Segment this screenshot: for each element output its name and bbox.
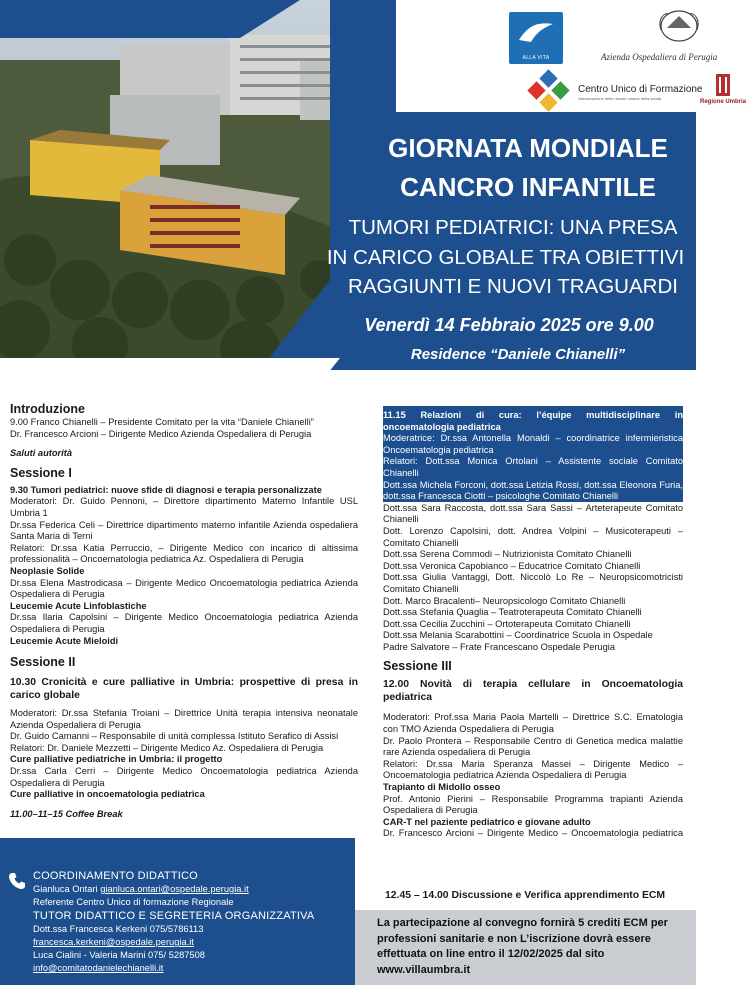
header [0,0,746,383]
relations-speaker-2: Dott.ssa Michela Forconi, dott.ssa Letizia Rossi, dott.ssa Eleonora Furia, dott.ssa Francesca Ciotti – psicologhe Comitato Chianelli [383,479,683,502]
coordinator-role: Referente Centro Unico di formazione Regionale [33,897,234,907]
relations-speaker-5: Dott.ssa Serena Commodi – Nutrizionista Comitato Chianelli [383,549,632,560]
program-body [0,383,696,838]
session-1-heading-1: Neoplasie Solide [10,565,85,576]
session-3-speaker-3: Dr. Francesco Arcioni – Dirigente Medico – Oncoematologia pediatrica [383,828,683,839]
intro-line-2: Dr. Francesco Arcioni – Dirigente Medico Azienda Ospedaliera di Perugia [10,428,312,439]
session-1-heading-2: Leucemie Acute Linfoblastiche [10,600,147,611]
relations-speaker-4: Dott. Lorenzo Capolsini, dott. Andrea Volpini – Musicoterapeuti – Comitato Chianelli [383,525,683,548]
event-venue: Residence “Daniele Chianelli” [410,346,626,363]
session-2-speaker-2: Dr.ssa Carla Cerri – Dirigente Medico Oncoematologia pediatrica Azienda Ospedaliera di Perugia [10,766,358,788]
event-subtitle-line-2: IN CARICO GLOBALE TRA OBIETTIVI [326,246,685,269]
intro-title: Introduzione [10,402,85,416]
phone-icon [8,872,26,890]
coordinator-email-link[interactable]: gianluca.ontari@ospedale.perugia.it [100,884,249,894]
relations-speaker-11: Dott.ssa Melania Scarabottini – Coordinatrice Scuola in Ospedale [383,630,653,641]
session-3-title: Sessione III [383,659,452,674]
session-3-moderator-2: Dr. Paolo Prontera – Responsabile Centro di Genetica medica malattie rare Azienda ospedaliera di Perugia [383,735,683,758]
coordinator-name: Gianluca Ontari [33,884,98,894]
ecm-notice-text: La partecipazione al convegno fornirà 5 crediti ECM per professioni sanitarie e non L’iscrizione dovrà essere effettuata on line entro il 12/02/2025 dal sito www.villaumbra.it [377,917,668,976]
coordinator-line [33,883,353,896]
tutor-others: Luca Cialini - Valeria Marini 075/ 5287508 [33,950,205,960]
session-1-moderator-1: Moderatori: Dr. Guido Pennoni, – Direttore dipartimento Materno Infantile USL Umbria 1 [10,496,358,518]
relations-speaker-7: Dott.ssa Giulia Vantaggi, Dott. Niccolò Lo Re – Neuropsicomotricisti Comitato Chianelli [383,572,683,594]
session-2-topic: 10.30 Cronicità e cure palliative in Umbria: prospettive di presa in carico globale [10,677,358,702]
coordination-title: COORDINAMENTO DIDATTICO [33,870,198,882]
session-3-speaker-2: Prof. Antonio Pierini – Responsabile Programma trapianti Azienda Ospedaliera di Perugia [383,793,683,816]
region-emblem-icon [716,74,730,96]
ecm-notice-box [355,910,696,985]
region-logo [700,74,746,110]
association-caption: ALLA VITA [522,55,550,61]
session-3-heading-1: Trapianto di Midollo osseo [383,782,501,793]
event-subtitle-line-1: TUMORI PEDIATRICI: UNA PRESA [348,216,678,239]
ecm-panel [355,838,696,985]
intro-line-1: 9.00 Franco Chianelli – Presidente Comitato per la vita “Daniele Chianelli” [10,417,314,427]
program-left-column [10,402,358,820]
session-2-moderator-2: Dr. Guido Camanni – Responsabile di unità complessa Istituto Serafico di Assisi [10,731,339,742]
session-1-heading-3: Leucemie Acute Mieloidi [10,635,119,646]
relations-speaker-6: Dott.ssa Veronica Capobianco – Educatrice Comitato Chianelli [383,560,641,571]
coffee-break: 11.00–11–15 Coffee Break [10,808,123,819]
session-1-moderator-2: Dr.ssa Federica Celi – Direttrice dipartimento materno infantile Azienda ospedaliera Santa Maria di Terni [10,519,358,542]
session-3-heading-2: CAR-T nel paziente pediatrico e giovane adulto [383,816,591,827]
region-name: Regione Umbria [700,99,746,105]
session-2-heading-1: Cure palliative pediatriche in Umbria: il progetto [10,754,223,765]
event-title-line-1: GIORNATA MONDIALE [388,133,668,163]
tutor-email-link[interactable]: francesca.kerkeni@ospedale.perugia.it [33,937,194,947]
relations-speaker-8: Dott. Marco Bracalenti– Neuropsicologo Comitato Chianelli [383,595,626,606]
session-3-speaker-1: Relatori: Dr.ssa Maria Speranza Massei – Dirigente Medico – Oncoematologia pediatrica Azienda Ospedaliera di Perugia [383,758,683,781]
committee-email-link[interactable]: info@comitatodanielechianelli.it [33,963,164,973]
title-panel [0,0,696,383]
session-1-topic: 9.30 Tumori pediatrici: nuove sfide di diagnosi e terapia personalizzate [10,484,322,495]
relations-moderator: Moderatrice: Dr.ssa Antonella Monaldi – coordinatrice infermieristica Oncoematologia pediatrica [383,433,683,455]
relations-speaker-1: Relatori: Dott.ssa Monica Ortolani – Assistente sociale Comitato Chianelli [383,456,683,478]
session-1-speaker-3: Dr.ssa Ilaria Capolsini – Dirigente Medico Oncoematologia pediatrica Azienda Ospedaliera di Perugia [10,612,358,634]
session-3-moderator-1: Moderatori: Prof.ssa Maria Paola Martelli – Direttrice S.C. Ematologia con TMO Azienda Ospedaliera di Perugia [383,712,683,735]
hospital-name: Azienda Ospedaliera di Perugia [601,52,718,62]
session-1-speaker-2: Dr.ssa Elena Mastrodicasa – Dirigente Medico Oncoematologia pediatrica Azienda Ospedaliera di Perugia [10,577,358,600]
training-center-tagline: Valorizzazione delle risorse umane della sanità [578,96,662,101]
session-1-title: Sessione I [10,465,72,480]
session-2-speaker-1: Relatori: Dr. Daniele Mezzetti – Dirigente Medico Az. Ospedaliera di Perugia [10,742,324,753]
tutor-title: TUTOR DIDATTICO E SEGRETERIA ORGANIZZATIVA [33,910,315,922]
contacts-panel [0,838,355,985]
session-1-speaker-1: Relatori: Dr.ssa Katia Perruccio, – Dirigente Medico con incarico di altissima professionalità – Oncoematologia pediatrica Az. Ospedaliera di Perugia [10,542,358,565]
relations-topic: 11.15 Relazioni di cura: l’équipe multidisciplinare in oncoematologia pediatrica [383,410,683,432]
training-center-name: Centro Unico di Formazione [578,84,703,95]
session-2-moderator-1: Moderatori: Dr.ssa Stefania Troiani – Direttrice Unità terapia intensiva neonatale Azienda Ospedaliera di Perugia [10,708,358,730]
relations-speaker-3: Dott.ssa Sara Raccosta, dott.ssa Sara Sassi – Arteterapeute Comitato Chianelli [383,502,683,525]
relations-speaker-12: Padre Salvatore – Frate Francescano Ospedale Perugia [383,641,616,652]
event-date: Venerdì 14 Febbraio 2025 ore 9.00 [364,315,654,335]
program-right-column [383,410,683,863]
ecm-discussion-line: 12.45 – 14.00 Discussione e Verifica apprendimento ECM [385,890,666,901]
event-subtitle-line-3: RAGGIUNTI E NUOVI TRAGUARDI [348,275,678,298]
relations-speaker-10: Dott.ssa Cecilia Zucchini – Ortoterapeuta Comitato Chianelli [383,618,631,629]
tutor-name: Dott.ssa Francesca Kerkeni 075/5786113 [33,924,204,934]
greetings-label: Saluti autorità [10,448,72,459]
relations-speaker-9: Dott.ssa Stefania Quaglia – Teatroterapeuta Comitato Chianelli [383,607,642,618]
event-title-line-2: CANCRO INFANTILE [400,172,656,202]
session-3-topic: 12.00 Novità di terapia cellulare in Oncoematologia pediatrica [383,679,683,704]
session-2-heading-2: Cure palliative in oncoematologia pediatrica [10,789,205,800]
session-2-title: Sessione II [10,655,76,670]
